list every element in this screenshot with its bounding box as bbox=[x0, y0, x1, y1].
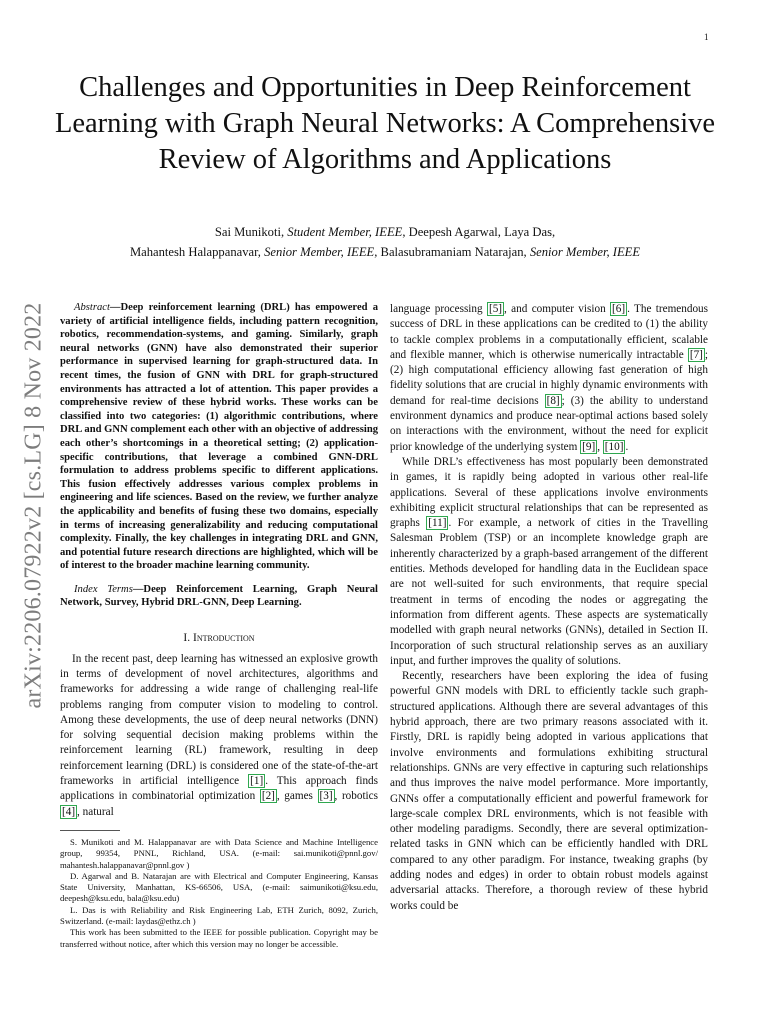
footnote: S. Munikoti and M. Halappanavar are with Data Science and Machine Intelligence group, 99354, PNNL, Richland, USA. (e-mail: sai.munikoti@pnnl.gov/ mahantesh.halappanavar@pnnl.gov ) bbox=[60, 836, 378, 870]
body-paragraph: language processing [5] , and computer vision [6] . The tremendous success of DRL in these applications can be credited to (1) the ability to tackle complex problems in a computationally efficient, scalable and flexible manner, which is otherwise numerically intractable [7] ; (2) high computational efficiency allowing fast generation of high fidelity solutions that are crucial in highly dynamic environments with demand for real-time decisions [8] ; (3) the ability to understand environment dynamics and produce near-optimal actions based solely on interactions with the environment, without the need for explicit prior knowledge of the underlying system [9] , [10] . bbox=[390, 303, 708, 453]
author-block bbox=[40, 222, 730, 262]
paper-title: Challenges and Opportunities in Deep Reinforcement Learning with Graph Neural Networks: A Comprehensive Review of Algorithms and Applications bbox=[54, 72, 716, 175]
citation-link[interactable]: [10] bbox=[604, 440, 624, 453]
author-line-1: Sai Munikoti, Student Member, IEEE, Deepesh Agarwal, Laya Das, bbox=[214, 225, 556, 239]
citation-link[interactable]: [4] bbox=[62, 805, 76, 818]
footnote: D. Agarwal and B. Natarajan are with Electrical and Computer Engineering, Kansas State University, Manhattan, KS-66506, USA, (e-mail: saimunikoti@ksu.edu, deepesh@ksu.edu, bala@ksu.edu) bbox=[60, 870, 378, 904]
body-paragraph: While DRL’s effectiveness has most popularly been demonstrated in games, it is rapidly being adopted in various other real-life applications. Several of these applications involve environments exhibiting explicit structural relationships that can be represented as graphs [11] . For example, a network of cities in the Travelling Salesman Problem (TSP) or an incomplete knowledge graph are inherently characterized by a graph-based arrangement of the different entities. Methods developed for handling data in the Euclidean space are not well-suited for such environments, that require special treatment in terms of encoding the nodes or aggregating the information from different agents. These aspects are systematically modelled with graph neural networks (GNNs), detailed in Section II. Incorporation of such structural relationship serves as an auxiliary input, and further improves the quality of solutions. bbox=[390, 455, 708, 667]
footnote: This work has been submitted to the IEEE for possible publication. Copyright may be transferred without notice, after which this version may no longer be accessible. bbox=[60, 927, 378, 949]
citation-link[interactable]: [8] bbox=[546, 394, 560, 407]
intro-paragraph: In the recent past, deep learning has witnessed an explosive growth in terms of development of novel architectures, algorithms and frameworks for addressing a wide range of challenging real-life problems ranging from computer vision to modeling to control. Among these developments, the use of deep neural networks (DNN) for solving sequential decision making problems within the reinforcement learning (RL) framework, resulting in deep reinforcement learning (DRL) is considered one of the state-of-the-art frameworks in artificial intelligence [1] . This approach finds applications in combinatorial optimization [2] , games [3] , robotics [4] , natural bbox=[60, 652, 378, 818]
page-number: 1 bbox=[704, 32, 709, 42]
abstract: Abstract—Deep reinforcement learning (DRL) has empowered a variety of artificial intelligence fields, including pattern recognition, robotics, recommendation-systems, and gaming. Similarly, graph neural networks (GNN) have also demonstrated their superior performance in supervised learning for graph-structured data. In recent times, the fusion of GNN with DRL for graph-structured environments has attracted a lot of attention. This paper provides a comprehensive review of these hybrid works. These works can be classified into two categories: (1) algorithmic contributions, where DRL and GNN complement each other with an objective of addressing each other’s shortcomings in a theoretical setting; (2) application-specific contributions, that leverage a combined GNN-DRL formulation to address problems specific to different applications. This fusion effectively addresses various complex problems in engineering and life sciences. Based on the review, we further analyze the applicability and benefits of fusing these two domains, especially in terms of increasing generalizability and reducing computational complexity. Finally, the key challenges in integrating DRL and GNN, and potential future research directions are highlighted, which will be of interest to the broader machine learning community. bbox=[60, 302, 379, 572]
citation-link[interactable]: [3] bbox=[319, 790, 333, 803]
footnote-divider bbox=[60, 830, 120, 831]
citation-link[interactable]: [11] bbox=[428, 517, 447, 530]
arxiv-sidebar bbox=[4, 270, 64, 740]
index-terms: Index Terms—Deep Reinforcement Learning, Graph Neural Network, Survey, Hybrid DRL-GNN, Deep Learning. bbox=[60, 583, 378, 609]
author-line-2: Mahantesh Halappanavar, Senior Member, IEEE, Balasubramaniam Natarajan, Senior Member, IEEE bbox=[129, 245, 641, 259]
left-column bbox=[60, 301, 378, 950]
citation-link[interactable]: [2] bbox=[261, 790, 275, 803]
citation-link[interactable]: [1] bbox=[250, 775, 264, 788]
footnote: L. Das is with Reliability and Risk Engineering Lab, ETH Zurich, 8092, Zurich, Switzerland. (e-mail: laydas@ethz.ch ) bbox=[60, 904, 378, 926]
right-column bbox=[390, 302, 708, 914]
citation-link[interactable]: [7] bbox=[689, 348, 703, 361]
arxiv-identifier: arXiv:2206.07922v2 [cs.LG] 8 Nov 2022 bbox=[20, 301, 47, 709]
citation-link[interactable]: [5] bbox=[488, 303, 503, 315]
section-heading: I. Introduction bbox=[183, 632, 255, 645]
body-paragraph: Recently, researchers have been exploring the idea of fusing powerful GNN models with DRL to efficiently tackle such graph-structured applications. Although there are several advantages of this hybrid approach, there are two primary reasons associated with it. Firstly, DRL is rapidly being adopted in various applications that involve environments and formulations exhibiting structural relationships. GNNs are very effective in capturing such relationships and thus improves the naive model performance. More importantly, GNNs offer a computationally efficient and powerful framework for large-scale complex DRL environments, which is not feasible with other modeling paradigms. Secondly, there are several optimization-related tasks in GNN which can be efficiently handled with DRL compared to any other paradigm. For instance, tweaking graphs (by adding nodes and edges) in order to obtain robust models against adversarial attacks. Therefore, a thorough review of these hybrid works could be bbox=[390, 670, 708, 912]
citation-link[interactable]: [6] bbox=[612, 303, 626, 315]
citation-link[interactable]: [9] bbox=[582, 440, 596, 453]
